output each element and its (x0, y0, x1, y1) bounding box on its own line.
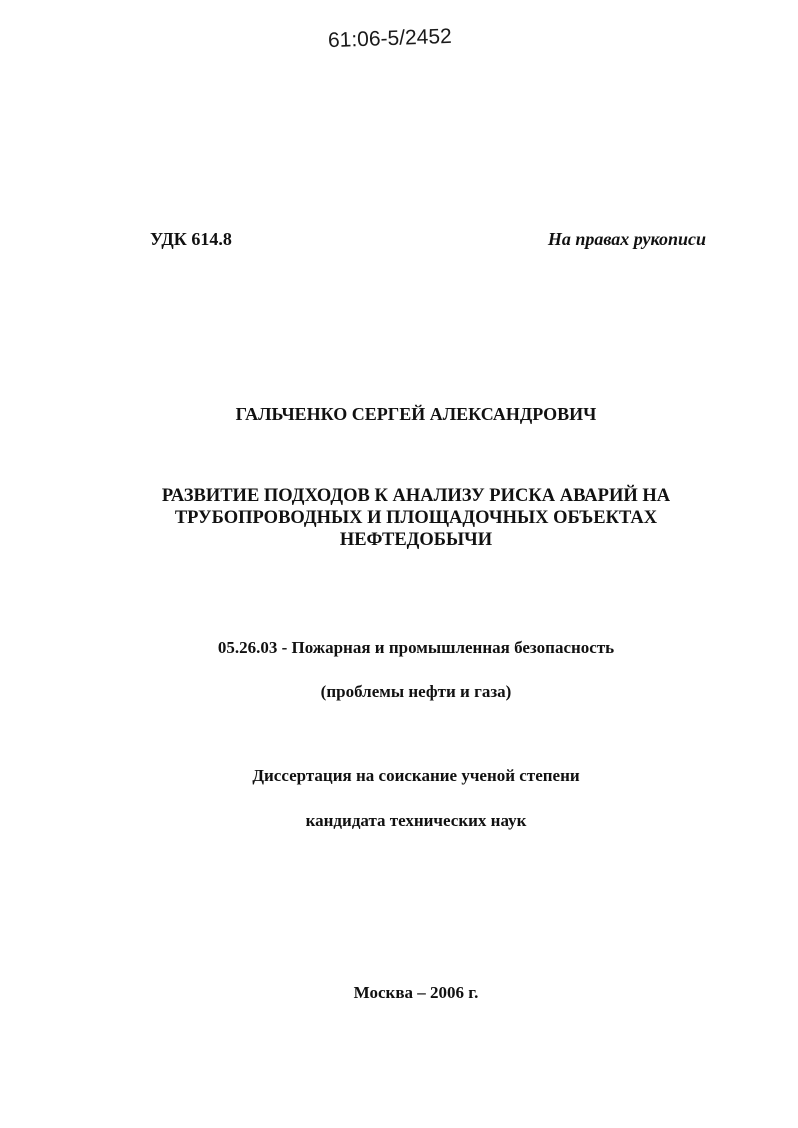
specialty-code: 05.26.03 - Пожарная и промышленная безопасность (217, 638, 615, 657)
specialty-note: (проблемы нефти и газа) (320, 682, 512, 701)
manuscript-rights-note: На правах рукописи (547, 229, 706, 249)
archive-stamp-number: 61:06-5/2452 (327, 24, 453, 53)
city-year: Москва – 2006 г. (353, 983, 479, 1002)
thesis-title-line-2: ТРУБОПРОВОДНЫХ И ПЛОЩАДОЧНЫХ ОБЪЕКТАХ (174, 508, 658, 528)
dissertation-degree-line-2: кандидата технических наук (305, 811, 527, 830)
udk-code: УДК 614.8 (150, 229, 232, 249)
dissertation-degree-line-1: Диссертация на соискание ученой степени (252, 766, 580, 785)
thesis-title-line-1: РАЗВИТИЕ ПОДХОДОВ К АНАЛИЗУ РИСКА АВАРИЙ НА (161, 486, 671, 506)
thesis-title-line-3: НЕФТЕДОБЫЧИ (339, 530, 493, 550)
author-name: ГАЛЬЧЕНКО СЕРГЕЙ АЛЕКСАНДРОВИЧ (235, 404, 597, 424)
